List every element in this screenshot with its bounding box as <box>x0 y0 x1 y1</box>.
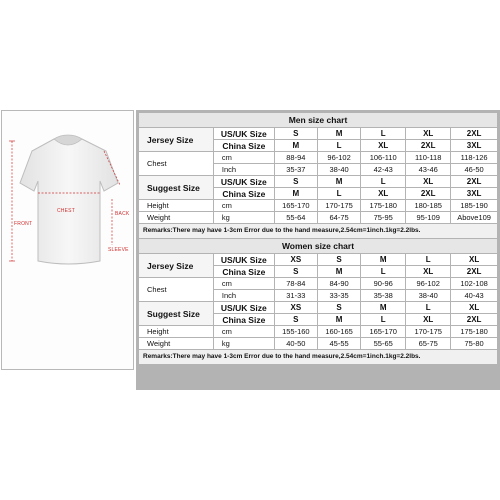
front-label: FRONT <box>14 221 33 227</box>
women-suggest-us-uk-size: XL <box>451 302 497 313</box>
women-weight-unit: kg <box>214 338 274 349</box>
men-weight-label: Weight <box>139 212 213 223</box>
women-chest-inch-value: 31-33 <box>275 290 317 301</box>
men-us-uk-size: XL <box>406 128 450 139</box>
women-suggest-china-size: XL <box>406 314 450 325</box>
men-remarks: Remarks:There may have 1-3cm Error due to the hand measure,2.54cm=1inch.1kg=2.2lbs. <box>139 224 497 238</box>
women-chest-cm-value: 96-102 <box>406 278 450 289</box>
women-height-value: 165-170 <box>361 326 405 337</box>
men-suggest-china-size: M <box>275 188 317 199</box>
men-us-uk-row <box>139 128 497 139</box>
women-suggest-china-size: 2XL <box>451 314 497 325</box>
women-height-value: 160-165 <box>318 326 360 337</box>
men-chest-inch-value: 43-46 <box>406 164 450 175</box>
women-suggest-us-uk-size: M <box>361 302 405 313</box>
men-suggest-us-uk-size: 2XL <box>451 176 497 187</box>
women-china-size: XL <box>406 266 450 277</box>
women-chest-cm-value: 102-108 <box>451 278 497 289</box>
sleeve-label: SLEEVE <box>108 247 129 253</box>
men-weight-unit: kg <box>214 212 274 223</box>
men-chest-inch-value: 46-50 <box>451 164 497 175</box>
women-suggest-china-label: China Size <box>214 314 274 325</box>
men-suggest-size-label: Suggest Size <box>139 176 213 199</box>
men-us-uk-size: S <box>275 128 317 139</box>
jersey-diagram-panel <box>1 110 134 370</box>
women-weight-value: 65-75 <box>406 338 450 349</box>
women-us-uk-size: L <box>406 254 450 265</box>
women-suggest-china-size: M <box>318 314 360 325</box>
men-chest-inch-value: 38-40 <box>318 164 360 175</box>
men-suggest-us-uk-row <box>139 176 497 187</box>
men-chest-inch-value: 35-37 <box>275 164 317 175</box>
men-suggest-us-uk-size: L <box>361 176 405 187</box>
men-china-size: L <box>318 140 360 151</box>
women-suggest-china-size: L <box>361 314 405 325</box>
women-weight-value: 55-65 <box>361 338 405 349</box>
men-height-value: 185-190 <box>451 200 497 211</box>
women-chest-cm-unit: cm <box>214 278 274 289</box>
women-china-size: L <box>361 266 405 277</box>
women-chest-cm-row <box>139 278 497 289</box>
women-suggest-us-uk-size: XS <box>275 302 317 313</box>
women-title-row <box>139 239 497 253</box>
women-height-unit: cm <box>214 326 274 337</box>
men-suggest-china-size: XL <box>361 188 405 199</box>
men-chest-cm-unit: cm <box>214 152 274 163</box>
men-chest-cm-value: 96-102 <box>318 152 360 163</box>
women-weight-row <box>139 338 497 349</box>
women-suggest-china-size: S <box>275 314 317 325</box>
men-us-uk-size: L <box>361 128 405 139</box>
women-us-uk-size: XL <box>451 254 497 265</box>
men-jersey-size-label: Jersey Size <box>139 128 213 151</box>
men-chest-inch-value: 42-43 <box>361 164 405 175</box>
men-suggest-china-size: 2XL <box>406 188 450 199</box>
women-height-value: 155-160 <box>275 326 317 337</box>
women-china-size: M <box>318 266 360 277</box>
men-suggest-us-uk-size: M <box>318 176 360 187</box>
women-height-value: 175-180 <box>451 326 497 337</box>
men-china-size: XL <box>361 140 405 151</box>
women-chest-inch-value: 38-40 <box>406 290 450 301</box>
men-chest-cm-value: 106-110 <box>361 152 405 163</box>
women-china-size: S <box>275 266 317 277</box>
women-chest-cm-value: 84-90 <box>318 278 360 289</box>
women-height-value: 170-175 <box>406 326 450 337</box>
women-us-uk-size: S <box>318 254 360 265</box>
men-weight-value: 55-64 <box>275 212 317 223</box>
men-chest-inch-unit: Inch <box>214 164 274 175</box>
men-height-value: 170-175 <box>318 200 360 211</box>
men-weight-value: Above109 <box>451 212 497 223</box>
women-suggest-us-uk-size: S <box>318 302 360 313</box>
women-suggest-size-label: Suggest Size <box>139 302 213 325</box>
men-height-unit: cm <box>214 200 274 211</box>
women-chest-cm-value: 90-96 <box>361 278 405 289</box>
men-suggest-us-uk-size: S <box>275 176 317 187</box>
women-chart-title: Women size chart <box>139 239 497 253</box>
men-height-value: 175-180 <box>361 200 405 211</box>
men-china-label: China Size <box>214 140 274 151</box>
men-title-row <box>139 113 497 127</box>
women-jersey-size-label: Jersey Size <box>139 254 213 277</box>
chest-label: CHEST <box>57 208 75 214</box>
men-chest-cm-row <box>139 152 497 163</box>
men-chest-cm-value: 118-126 <box>451 152 497 163</box>
men-chart-title: Men size chart <box>139 113 497 127</box>
men-suggest-us-uk-size: XL <box>406 176 450 187</box>
men-chest-label: Chest <box>139 152 213 175</box>
women-chest-inch-value: 35-38 <box>361 290 405 301</box>
women-us-uk-row <box>139 254 497 265</box>
men-weight-row <box>139 212 497 223</box>
women-chest-label: Chest <box>139 278 213 301</box>
women-height-label: Height <box>139 326 213 337</box>
size-chart <box>136 110 500 390</box>
men-suggest-china-label: China Size <box>214 188 274 199</box>
women-chest-inch-unit: Inch <box>214 290 274 301</box>
jersey-outline-icon <box>2 111 135 371</box>
men-china-size: M <box>275 140 317 151</box>
women-chest-inch-value: 40-43 <box>451 290 497 301</box>
men-remarks-row <box>139 224 497 238</box>
men-chest-cm-value: 88-94 <box>275 152 317 163</box>
women-suggest-us-uk-size: L <box>406 302 450 313</box>
back-label: BACK <box>115 211 130 217</box>
women-remarks-row <box>139 350 497 364</box>
men-chest-cm-value: 110-118 <box>406 152 450 163</box>
women-suggest-us-uk-row <box>139 302 497 313</box>
women-china-label: China Size <box>214 266 274 277</box>
women-height-row <box>139 326 497 337</box>
women-weight-value: 40-50 <box>275 338 317 349</box>
men-height-value: 180-185 <box>406 200 450 211</box>
men-china-size: 3XL <box>451 140 497 151</box>
men-suggest-china-size: 3XL <box>451 188 497 199</box>
women-us-uk-label: US/UK Size <box>214 254 274 265</box>
women-chest-inch-value: 33-35 <box>318 290 360 301</box>
men-weight-value: 64-75 <box>318 212 360 223</box>
women-weight-value: 45-55 <box>318 338 360 349</box>
men-weight-value: 95-109 <box>406 212 450 223</box>
women-weight-label: Weight <box>139 338 213 349</box>
men-suggest-china-size: L <box>318 188 360 199</box>
size-chart-table <box>138 112 498 365</box>
men-us-uk-size: M <box>318 128 360 139</box>
women-weight-value: 75-80 <box>451 338 497 349</box>
men-weight-value: 75-95 <box>361 212 405 223</box>
women-suggest-us-uk-label: US/UK Size <box>214 302 274 313</box>
men-height-row <box>139 200 497 211</box>
women-us-uk-size: M <box>361 254 405 265</box>
men-suggest-us-uk-label: US/UK Size <box>214 176 274 187</box>
men-height-value: 165-170 <box>275 200 317 211</box>
women-china-size: 2XL <box>451 266 497 277</box>
men-us-uk-size: 2XL <box>451 128 497 139</box>
women-remarks: Remarks:There may have 1-3cm Error due to the hand measure,2.54cm=1inch.1kg=2.2lbs. <box>139 350 497 364</box>
women-us-uk-size: XS <box>275 254 317 265</box>
men-height-label: Height <box>139 200 213 211</box>
men-us-uk-label: US/UK Size <box>214 128 274 139</box>
men-china-size: 2XL <box>406 140 450 151</box>
women-chest-cm-value: 78-84 <box>275 278 317 289</box>
